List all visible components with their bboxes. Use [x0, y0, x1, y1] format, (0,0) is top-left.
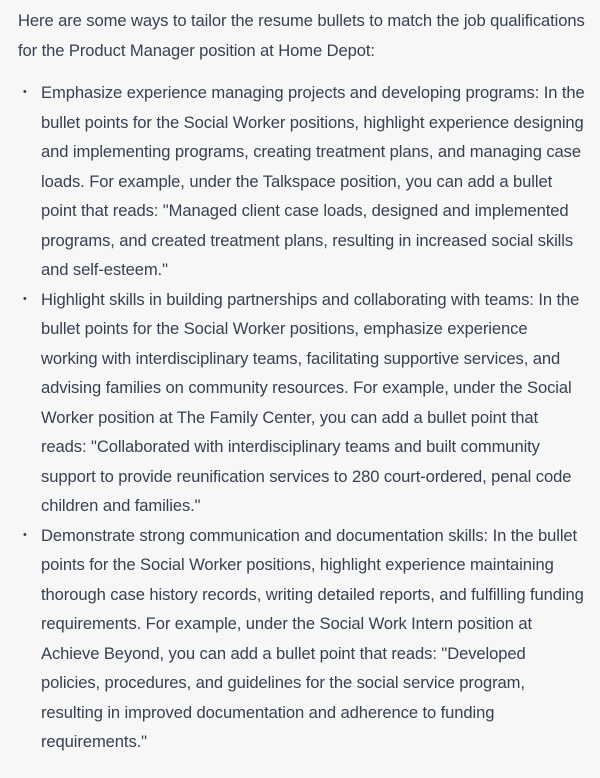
list-item-text: Emphasize experience managing projects and developing programs: In the bullet points for the Social Worker positions, highlight experience designing and implementing programs, creating treatment plans, and managing case loads. For example, under the Talkspace position, you can add a bullet point that reads: "Managed client case loads, designed and implemented programs, and created treatment plans, resulting in increased social skills and self-esteem.": [41, 83, 585, 279]
bullet-marker: •: [23, 86, 27, 98]
list-item-text: Demonstrate strong communication and documentation skills: In the bullet points for the Social Worker positions, highlight experience maintaining thorough case history records, writing detailed reports, and fulfilling funding requirements. For example, under the Social Work Intern position at Achieve Beyond, you can add a bullet point that reads: "Developed policies, procedures, and guidelines for the social service program, resulting in improved documentation and adherence to funding requirements.": [41, 525, 584, 751]
list-item: [18, 78, 586, 285]
list-item: [18, 285, 586, 521]
list-item: [18, 521, 586, 757]
bullet-marker: •: [23, 292, 27, 305]
bullet-list: [18, 78, 586, 757]
list-item-text: Highlight skills in building partnerships and collaborating with teams: In the bullet points for the Social Worker positions, emphasize experience working with interdisciplinary teams, facilitating supportive services, and advising families on community resources. For example, under the Social Worker position at The Family Center, you can add a bullet point that reads: "Collaborated with interdisciplinary teams and built community support to provide reunification services to 280 court-ordered, penal code children and families.": [41, 289, 580, 515]
intro-paragraph: Here are some ways to tailor the resume bullets to match the job qualifications for the Product Manager position at Home Depot:: [18, 11, 585, 60]
bullet-marker: •: [23, 528, 27, 541]
